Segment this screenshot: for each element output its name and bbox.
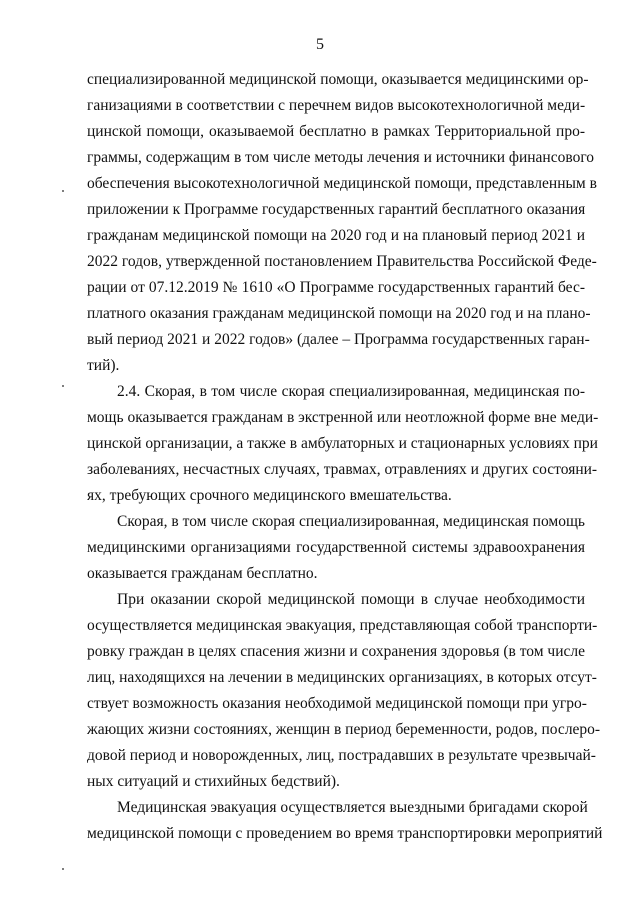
text-line: медицинскими организациями государственной системы здравоохранения (87, 539, 585, 556)
page-number: 5 (316, 36, 324, 53)
text-line: жающих жизни состояниях, женщин в период беременности, родов, послеро- (87, 721, 601, 738)
text-line: тий). (87, 357, 120, 374)
text-line: цинской организации, а также в амбулаторных и стационарных условиях при (87, 435, 598, 452)
text-line: заболеваниях, несчастных случаях, травмах, отравлениях и других состояни- (87, 461, 598, 478)
text-line: гражданам медицинской помощи на 2020 год и на плановый период 2021 и (87, 227, 585, 244)
paragraph-first-line: Медицинская эвакуация осуществляется выездными бригадами скорой (117, 799, 588, 816)
text-line: приложении к Программе государственных гарантий бесплатного оказания (87, 201, 586, 218)
scan-speck (62, 385, 64, 387)
text-line: мощь оказывается гражданам в экстренной или неотложной форме вне меди- (87, 409, 599, 426)
text-line: граммы, содержащим в том числе методы лечения и источники финансового (87, 149, 595, 166)
text-line: оказывается гражданам бесплатно. (87, 565, 318, 582)
text-line: ганизациями в соответствии с перечнем видов высокотехнологичной меди- (87, 97, 586, 114)
scan-speck (62, 190, 64, 192)
text-line: довой период и новорожденных, лиц, пострадавших в результате чрезвычай- (87, 747, 596, 764)
text-line: ствует возможность оказания необходимой медицинской помощи при угро- (87, 695, 587, 712)
text-line: ях, требующих срочного медицинского вмешательства. (87, 487, 452, 504)
text-line: платного оказания гражданам медицинской помощи на 2020 год и на плано- (87, 305, 591, 322)
text-line: медицинской помощи с проведением во время транспортировки мероприятий (87, 825, 603, 842)
text-line: обеспечения высокотехнологичной медицинской помощи, представленным в (87, 175, 597, 192)
text-line: 2022 годов, утвержденной постановлением Правительства Российской Феде- (87, 253, 597, 270)
paragraph-first-line: При оказании скорой медицинской помощи в случае необходимости (117, 591, 585, 608)
text-line: осуществляется медицинская эвакуация, представляющая собой транспорти- (87, 617, 598, 634)
text-line: ных ситуаций и стихийных бедствий). (87, 773, 340, 790)
text-line: специализированной медицинской помощи, оказывается медицинскими ор- (87, 71, 589, 88)
paragraph-first-line: Скорая, в том числе скорая специализированная, медицинская помощь (117, 513, 585, 530)
text-line: вый период 2021 и 2022 годов» (далее – Программа государственных гаран- (87, 331, 590, 348)
paragraph-first-line: 2.4. Скорая, в том числе скорая специализированная, медицинская по- (117, 383, 585, 400)
text-line: цинской помощи, оказываемой бесплатно в рамках Территориальной про- (87, 123, 585, 140)
text-line: рации от 07.12.2019 № 1610 «О Программе государственных гарантий бес- (87, 279, 585, 296)
text-line: ровку граждан в целях спасения жизни и сохранения здоровья (в том числе (87, 643, 586, 660)
text-line: лиц, находящихся на лечении в медицинских организациях, в которых отсут- (87, 669, 597, 686)
scan-speck (62, 868, 64, 870)
